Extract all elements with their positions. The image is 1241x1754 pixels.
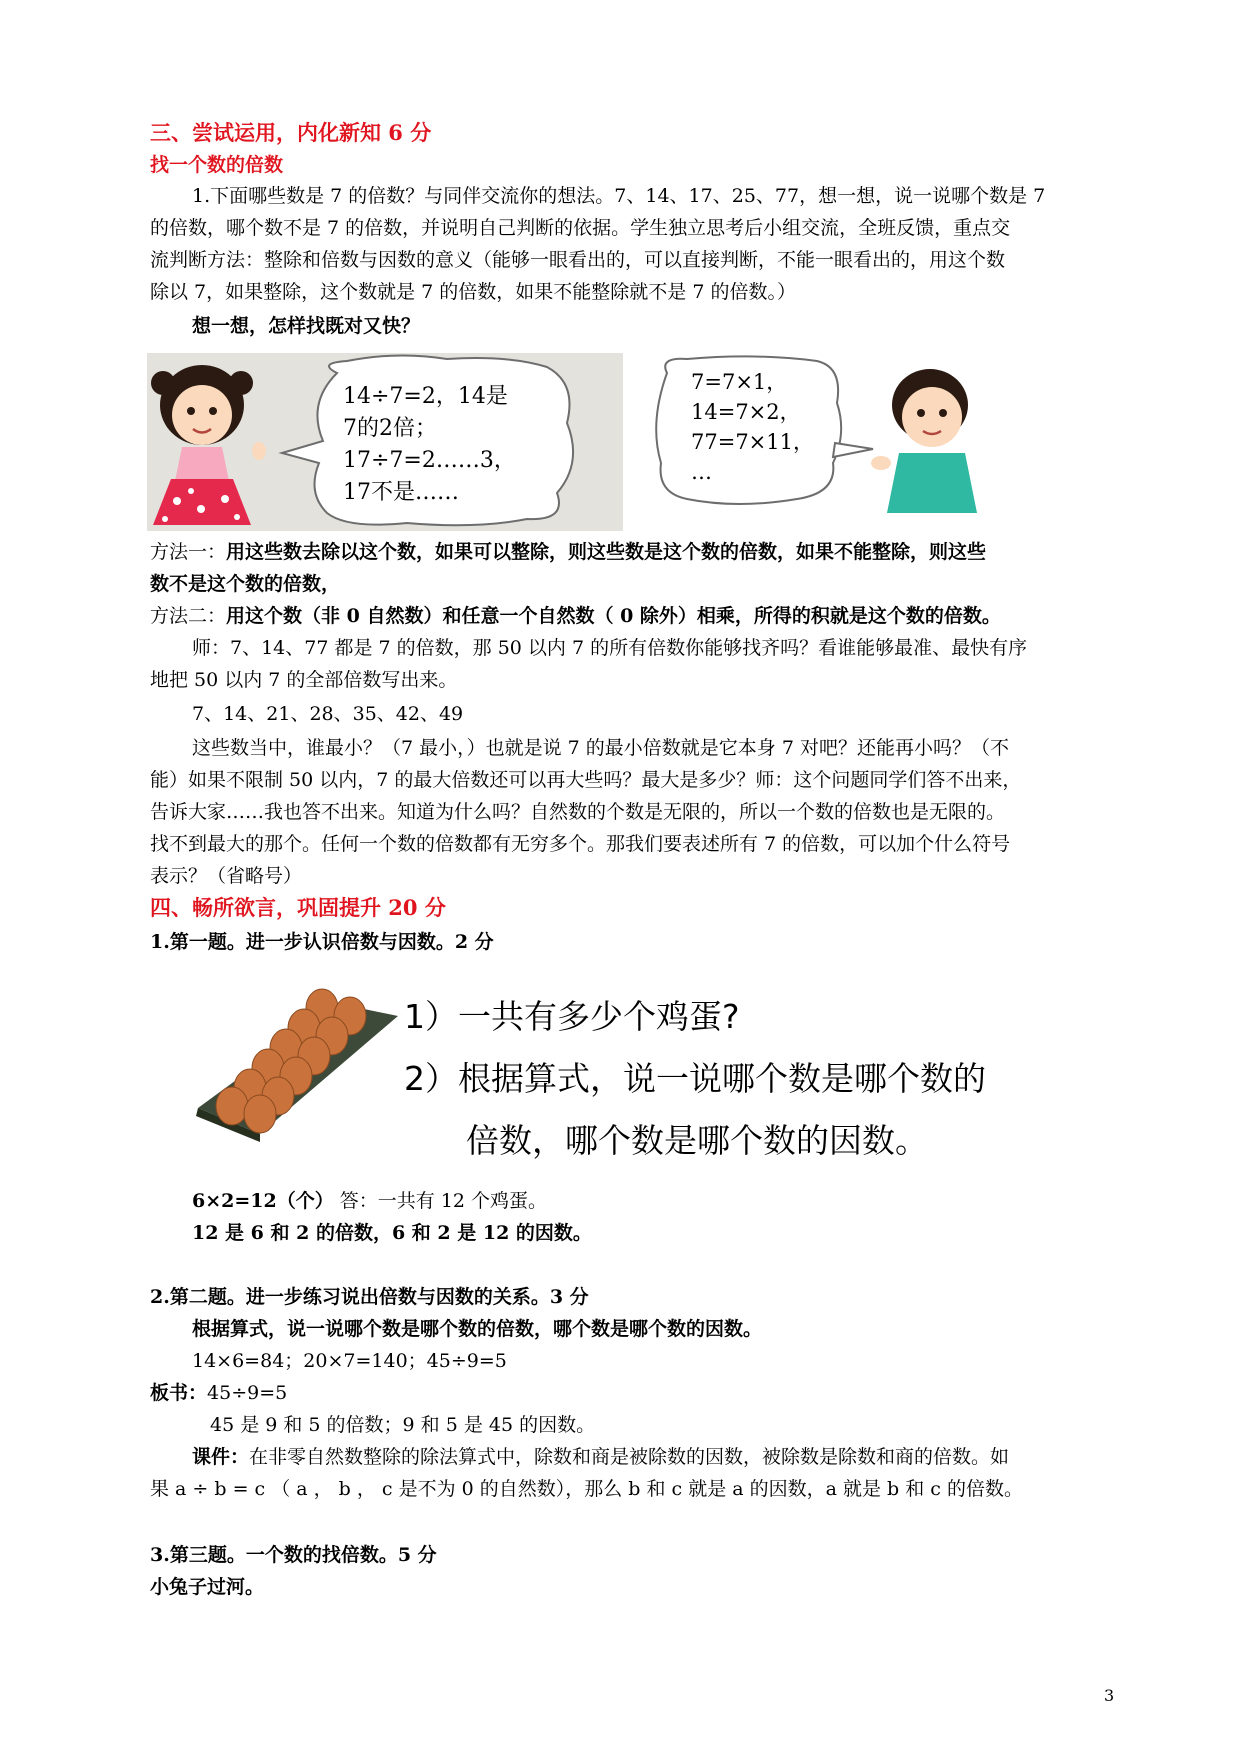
- section3-subheading: 找一个数的倍数: [150, 154, 284, 176]
- method1-continued: 数不是这个数的倍数，: [150, 573, 341, 595]
- egg-question-block: [404, 986, 1044, 1172]
- board-text: 45 是 9 和 5 的倍数；9 和 5 是 45 的因数。: [210, 1414, 596, 1436]
- egg-question-2: 2）根据算式，说一说哪个数是哪个数的: [404, 1059, 986, 1098]
- page-number: 3: [1104, 1686, 1115, 1705]
- courseware-line: [192, 1442, 1152, 1472]
- girl-icon: [147, 353, 623, 531]
- boy-bubble-line: 14=7×2，: [691, 400, 801, 424]
- boy-bubble-line: 77=7×11，: [691, 430, 814, 454]
- paragraph-line: 地把 50 以内 7 的全部倍数写出来。: [150, 669, 458, 691]
- method2-text: 用这个数（非 0 自然数）和任意一个自然数（ 0 除外）相乘，所得的积就是这个数的倍数。: [226, 605, 1001, 627]
- board-formula: 45÷9=5: [207, 1382, 288, 1404]
- question2-title: 2.第二题。进一步练习说出倍数与因数的关系。3 分: [150, 1286, 589, 1308]
- girl-bubble-line: 7的2倍；: [343, 416, 437, 441]
- paragraph-line: 告诉大家……我也答不出来。知道为什么吗？自然数的个数是无限的，所以一个数的倍数也是无限的。: [150, 801, 1006, 823]
- board-line: [150, 1378, 1110, 1408]
- girl-bubble-line: 17÷7=2……3，: [343, 448, 516, 473]
- question3-title: 3.第三题。一个数的找倍数。5 分: [150, 1544, 437, 1566]
- question3-subtitle: 小兔子过河。: [150, 1576, 265, 1598]
- section4-heading: 四、畅所欲言，巩固提升 20 分: [150, 895, 446, 920]
- paragraph-line: 找不到最大的那个。任何一个数的倍数都有无穷多个。那我们要表述所有 7 的倍数，可以加个什么符号: [150, 833, 1011, 855]
- paragraph-line: 能）如果不限制 50 以内，7 的最大倍数还可以再大些吗？最大是多少？师：这个问题同学们答不出来，: [150, 769, 1022, 791]
- egg-carton-icon: [190, 968, 400, 1144]
- paragraph-line: 流判断方法：整除和倍数与因数的意义（能够一眼看出的，可以直接判断，不能一眼看出的，用这个数: [150, 249, 1006, 271]
- boy-bubble-line: …: [691, 460, 712, 484]
- method1-label: 方法一：: [150, 541, 227, 563]
- method2-line: [150, 601, 1110, 631]
- method2-label: 方法二：: [150, 605, 227, 627]
- boy-icon: [647, 353, 999, 513]
- method1-text: 用这些数去除以这个数，如果可以整除，则这些数是这个数的倍数，如果不能整除，则这些: [226, 541, 987, 563]
- paragraph-line: 除以 7，如果整除，这个数就是 7 的倍数，如果不能整除就不是 7 的倍数。）: [150, 281, 796, 303]
- paragraph-line: 表示？（省略号）: [150, 865, 303, 887]
- girl-bubble-line: 17不是……: [343, 480, 459, 505]
- question2-instruction: 根据算式，说一说哪个数是哪个数的倍数，哪个数是哪个数的因数。: [192, 1318, 763, 1340]
- girl-bubble-line: 14÷7=2，14是: [343, 384, 508, 409]
- board-label: 板书：: [150, 1382, 208, 1404]
- method1-line: [150, 537, 1110, 567]
- paragraph-line: 这些数当中，谁最小？（7 最小，）也就是说 7 的最小倍数就是它本身 7 对吧？还能再小吗？（不: [192, 737, 1009, 759]
- section3-heading: 三、尝试运用，内化新知 6 分: [150, 120, 432, 145]
- courseware-label: 课件：: [192, 1446, 250, 1468]
- q1-conclusion: 12 是 6 和 2 的倍数，6 和 2 是 12 的因数。: [192, 1222, 592, 1244]
- courseware-continued: 果 a ÷ b = c （ a ， b ， c 是不为 0 的自然数），那么 b 和 c 就是 a 的因数，a 就是 b 和 c 的倍数。: [150, 1478, 1023, 1500]
- paragraph-line: 师：7、14、77 都是 7 的倍数，那 50 以内 7 的所有倍数你能够找齐吗？看谁能够最准、最快有序: [192, 637, 1028, 659]
- question1-title: 1.第一题。进一步认识倍数与因数。2 分: [150, 931, 494, 953]
- egg-question-1: 1）一共有多少个鸡蛋?: [404, 997, 740, 1036]
- calc-formula: 6×2=12（个）: [192, 1190, 334, 1212]
- girl-speech-illustration: [147, 353, 623, 531]
- courseware-text: 在非零自然数整除的除法算式中，除数和商是被除数的因数，被除数是除数和商的倍数。如: [249, 1446, 1010, 1468]
- question2-formulas: 14×6=84；20×7=140；45÷9=5: [192, 1350, 507, 1372]
- egg-question-2-continued: 倍数，哪个数是哪个数的因数。: [466, 1121, 928, 1160]
- think-prompt: 想一想，怎样找既对又快？: [192, 315, 421, 337]
- egg-carton-image: [190, 968, 400, 1144]
- calc-answer: 答：一共有 12 个鸡蛋。: [339, 1190, 548, 1212]
- multiples-list: 7、14、21、28、35、42、49: [192, 703, 464, 725]
- paragraph-line: 的倍数，哪个数不是 7 的倍数，并说明自己判断的依据。学生独立思考后小组交流，全班反馈，重点交: [150, 217, 1011, 239]
- calc-line: [192, 1186, 1152, 1216]
- boy-speech-illustration: [647, 353, 999, 513]
- boy-bubble-line: 7=7×1，: [691, 370, 788, 394]
- paragraph-line: 1.下面哪些数是 7 的倍数？与同伴交流你的想法。7、14、17、25、77，想一想，说一说哪个数是 7: [192, 185, 1046, 207]
